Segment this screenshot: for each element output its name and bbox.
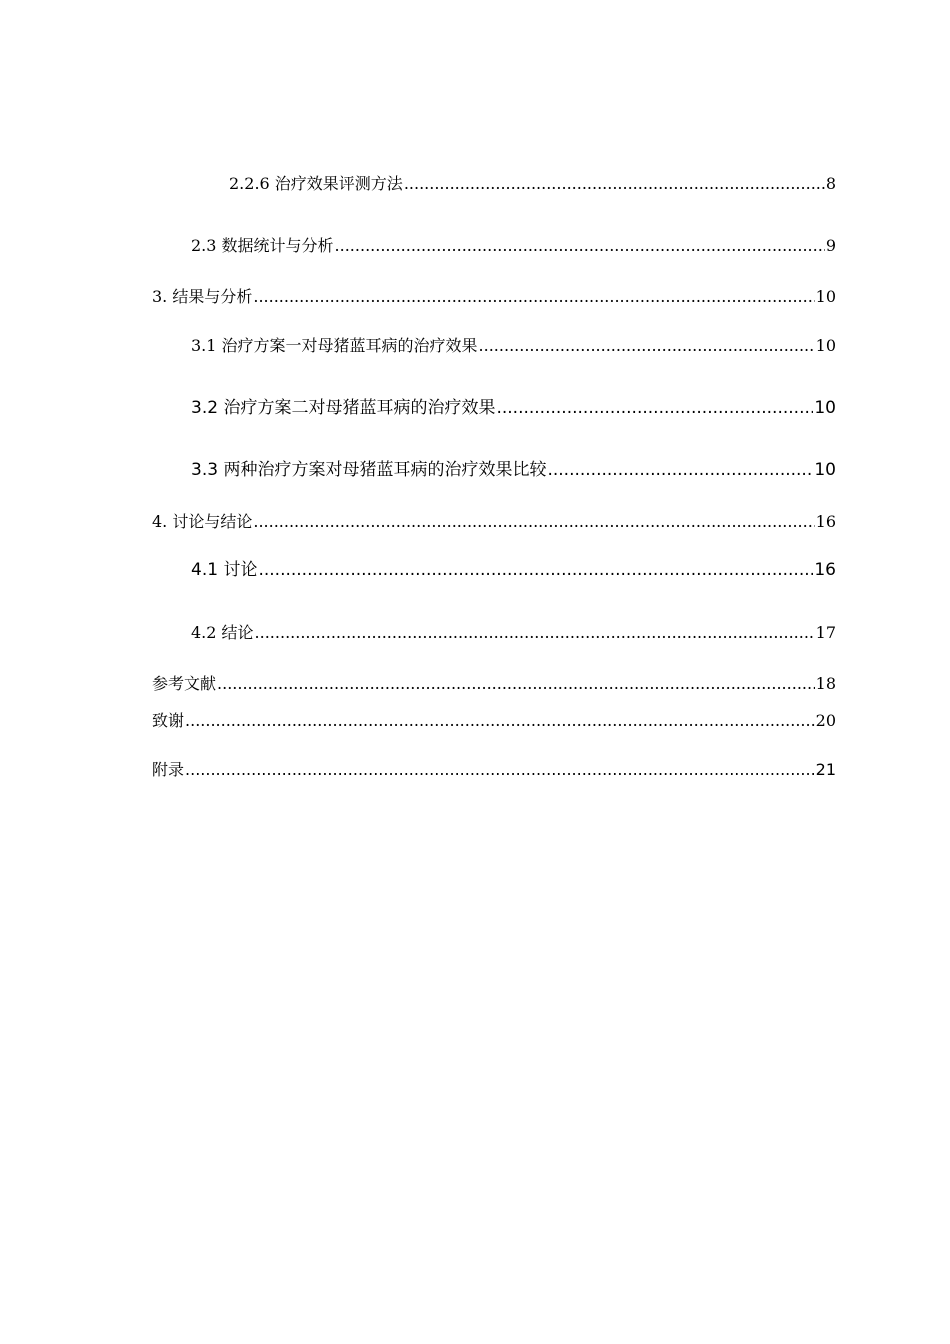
toc-entry-2-3[interactable] xyxy=(191,238,836,254)
toc-dot-leader xyxy=(479,338,815,354)
toc-dot-leader xyxy=(253,289,814,305)
toc-entry-3-2[interactable] xyxy=(191,400,836,417)
toc-entry-label: 参考文献 xyxy=(152,674,217,693)
toc-entry-label: 3.3 两种治疗方案对母猪蓝耳病的治疗效果比较 xyxy=(191,460,547,480)
toc-page-number: 10 xyxy=(815,336,836,355)
toc-entry-label: 4. 讨论与结论 xyxy=(152,512,253,531)
toc-dot-leader xyxy=(335,238,825,254)
toc-page-number: 18 xyxy=(815,674,836,693)
toc-entry-label: 4.2 结论 xyxy=(191,623,254,642)
toc-entry-4-1[interactable] xyxy=(191,562,836,579)
toc-entry-appendix[interactable] xyxy=(152,762,836,778)
toc-entry-label: 2.2.6 治疗效果评测方法 xyxy=(229,174,403,193)
toc-dot-leader xyxy=(404,176,825,192)
toc-entry-acknowledgements[interactable] xyxy=(152,713,836,729)
toc-entry-references[interactable] xyxy=(152,676,836,692)
toc-dot-leader xyxy=(253,514,814,530)
toc-entry-3[interactable] xyxy=(152,289,836,305)
toc-entry-label: 2.3 数据统计与分析 xyxy=(191,236,334,255)
toc-entry-label: 致谢 xyxy=(152,711,185,730)
toc-entry-4-2[interactable] xyxy=(191,625,836,641)
toc-entry-label: 3.2 治疗方案二对母猪蓝耳病的治疗效果 xyxy=(191,398,496,418)
toc-page-number: 16 xyxy=(815,512,836,531)
toc-dot-leader xyxy=(255,625,815,641)
toc-entry-label: 3.1 治疗方案一对母猪蓝耳病的治疗效果 xyxy=(191,336,478,355)
toc-page-number: 21 xyxy=(815,760,836,779)
toc-entry-3-3[interactable] xyxy=(191,462,836,479)
toc-dot-leader xyxy=(258,562,813,579)
toc-page-number: 10 xyxy=(815,287,836,306)
toc-dot-leader xyxy=(185,762,815,778)
toc-page-number: 16 xyxy=(814,560,836,580)
toc-page-number: 10 xyxy=(814,460,836,480)
toc-dot-leader xyxy=(496,400,813,417)
toc-entry-label: 4.1 讨论 xyxy=(191,560,258,580)
toc-entry-label: 附录 xyxy=(152,760,185,779)
toc-entry-2-2-6[interactable] xyxy=(229,176,836,192)
toc-page-number: 8 xyxy=(825,174,836,193)
toc-page-number: 9 xyxy=(825,236,836,255)
toc-dot-leader xyxy=(185,713,815,729)
toc-dot-leader xyxy=(217,676,815,692)
toc-page-number: 10 xyxy=(814,398,836,418)
toc-page-number: 20 xyxy=(815,711,836,730)
toc-page-number: 17 xyxy=(815,623,836,642)
toc-entry-label: 3. 结果与分析 xyxy=(152,287,253,306)
toc-entry-3-1[interactable] xyxy=(191,338,836,354)
toc-entry-4[interactable] xyxy=(152,514,836,530)
toc-dot-leader xyxy=(547,462,813,479)
